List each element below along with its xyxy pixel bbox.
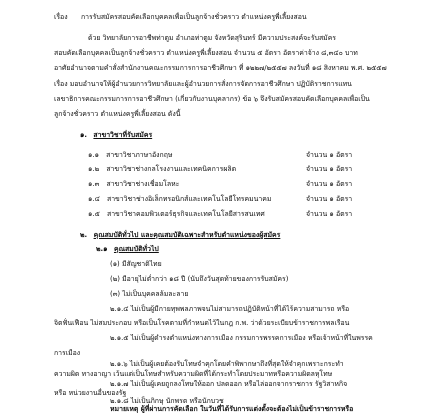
intro-line: เรื่อง มอบอำนาจให้ผู้อำนวยการวิทยาลัยและผู้อำนวยการสั่งการจัดการอาชีวศึกษา ปฏิบัติราชการแทน xyxy=(54,80,352,88)
qualification-line: การเมือง xyxy=(54,349,81,357)
position-item xyxy=(88,211,265,218)
intro-line: ลูกจ้างชั่วคราว ตำแหน่งครูพี่เลี้ยงสอน ดังนี้ xyxy=(54,110,181,118)
section1-number: ๑. xyxy=(80,131,87,139)
position-item xyxy=(88,166,236,173)
position-number: ๑.๕ xyxy=(88,210,100,218)
position-count: จำนวน ๑ อัตรา xyxy=(306,195,353,203)
qualification-line: ๒.๑.๔ ไม่เป็นผู้มีกายทุพพลภาพจนไม่สามารถปฏิบัติหน้าที่ได้ไร้ความสามารถ หรือ xyxy=(110,305,350,313)
intro-line: อาศัยอำนาจตามคำสั่งสำนักงานคณะกรรมการการอาชีวศึกษา ที่ ๑๒๒๗/๒๕๕๗ ลงวันที่ ๑๘ สิงหาคม พ.ศ. ๒๕๕๗ xyxy=(54,64,387,72)
subsection-number: ๒.๑ xyxy=(96,245,108,253)
position-number: ๑.๑ xyxy=(88,151,99,159)
qualification-line: ๒.๑.๘ ไม่เป็นภิกษุ นักพรต หรือนักบวช xyxy=(110,397,224,405)
subsection-heading xyxy=(96,246,159,253)
subsection-title: คุณสมบัติทั่วไป xyxy=(113,245,159,253)
qualification-line: จิตฟั่นเฟือน ไม่สมประกอบ หรือเป็นโรคตามที่กำหนดไว้ในกฎ ก.พ. ว่าด้วยระเบียบข้าราชการพลเรือน xyxy=(54,319,350,327)
position-count: จำนวน ๑ อัตรา xyxy=(306,151,353,159)
position-name: สาขาวิชาคอมพิวเตอร์ธุรกิจและเทคโนโลยีสารสนเทศ xyxy=(106,210,265,218)
position-number: ๑.๓ xyxy=(88,180,100,188)
qualification-line: ๒.๑.๖ ไม่เป็นผู้เคยต้องรับโทษจำคุกโดยคำพิพากษาถึงที่สุดให้จำคุกเพราะกระทำ xyxy=(110,360,344,368)
position-item xyxy=(88,181,179,188)
position-number: ๑.๔ xyxy=(88,195,100,203)
position-name: สาขาวิชาช่างอิเล็กทรอนิกส์และเทคโนโลยีโทรคมนาคม xyxy=(106,195,272,203)
position-count: จำนวน ๑ อัตรา xyxy=(306,180,353,188)
qualification-line: ความผิด ทางอาญา เว้นแต่เป็นโทษสำหรับความผิดที่ได้กระทำโดยประมาทหรือความผิดลหุโทษ xyxy=(54,370,333,378)
position-item xyxy=(88,152,172,159)
intro-line: สอบคัดเลือกบุคคลเป็นลูกจ้างชั่วคราว ตำแหน่งครูพี่เลี้ยงสอน จำนวน ๕ อัตรา อัตราค่าจ้าง ๘,๓๔๐ บาท xyxy=(54,49,358,57)
position-name: สาขาวิชาภาษาอังกฤษ xyxy=(106,151,173,159)
subject-label xyxy=(54,14,68,21)
qualification-line: ๒.๑.๕ ไม่เป็นผู้ดำรงตำแหน่งทางการเมือง กรรมการพรรคการเมือง หรือเจ้าหน้าที่ในพรรค xyxy=(110,334,373,342)
intro-line: ด้วย วิทยาลัยการอาชีพท่าตูม อำเภอท่าตูม จังหวัดสุรินทร์ มีความประสงค์จะรับสมัคร xyxy=(88,34,336,42)
section2-number: ๒. xyxy=(80,231,88,239)
intro-line: เลขาธิการคณะกรรมการการอาชีวศึกษา (เกี่ยวกับงานบุคลากร) ข้อ ๖ จึงรับสมัครสอบคัดเลือกบุคคลเพื่อเป็น xyxy=(54,95,370,103)
section1-title: สาขาวิชาที่รับสมัคร xyxy=(93,131,153,139)
section1-heading xyxy=(80,132,152,139)
position-item xyxy=(88,196,271,203)
subject-text: การรับสมัครสอบคัดเลือกบุคคลเพื่อเป็นลูกจ้างชั่วคราว ตำแหน่งครูพี่เลี้ยงสอน xyxy=(81,13,307,21)
position-count: จำนวน ๑ อัตรา xyxy=(306,210,353,218)
position-count: จำนวน ๑ อัตรา xyxy=(306,165,353,173)
section2-title: คุณสมบัติทั่วไป และคุณสมบัติเฉพาะสำหรับตำแหน่งของผู้สมัคร xyxy=(93,231,281,239)
section2-heading xyxy=(80,232,280,239)
subject-label-text: เรื่อง xyxy=(54,13,68,21)
qualification-line: ๒.๑.๗ ไม่เป็นผู้เคยถูกลงโทษให้ออก ปลดออก หรือไล่ออกจากราชการ รัฐวิสาหกิจ xyxy=(110,380,348,388)
qualification-line: หรือ หน่วยงานอื่นของรัฐ xyxy=(54,389,127,397)
qualification-line: (๒) มีอายุไม่ต่ำกว่า ๑๘ ปี (นับถึงวันสุดท้ายของการรับสมัคร) xyxy=(110,275,289,283)
qualification-line: (๓) ไม่เป็นบุคคลล้มละลาย xyxy=(110,290,189,298)
qualification-line: (๑) มีสัญชาติไทย xyxy=(110,260,162,268)
position-number: ๑.๒ xyxy=(88,165,100,173)
position-name: สาขาวิชาช่างกลโรงงานและเทคนิคการผลิต xyxy=(106,165,237,173)
position-name: สาขาวิชาช่างเชื่อมโลหะ xyxy=(106,180,180,188)
note-line: หมายเหตุ ผู้ที่ผ่านการคัดเลือก ในวันที่ได้รับการแต่งตั้งจะต้องไม่เป็นข้าราชการหรือ xyxy=(110,405,354,413)
